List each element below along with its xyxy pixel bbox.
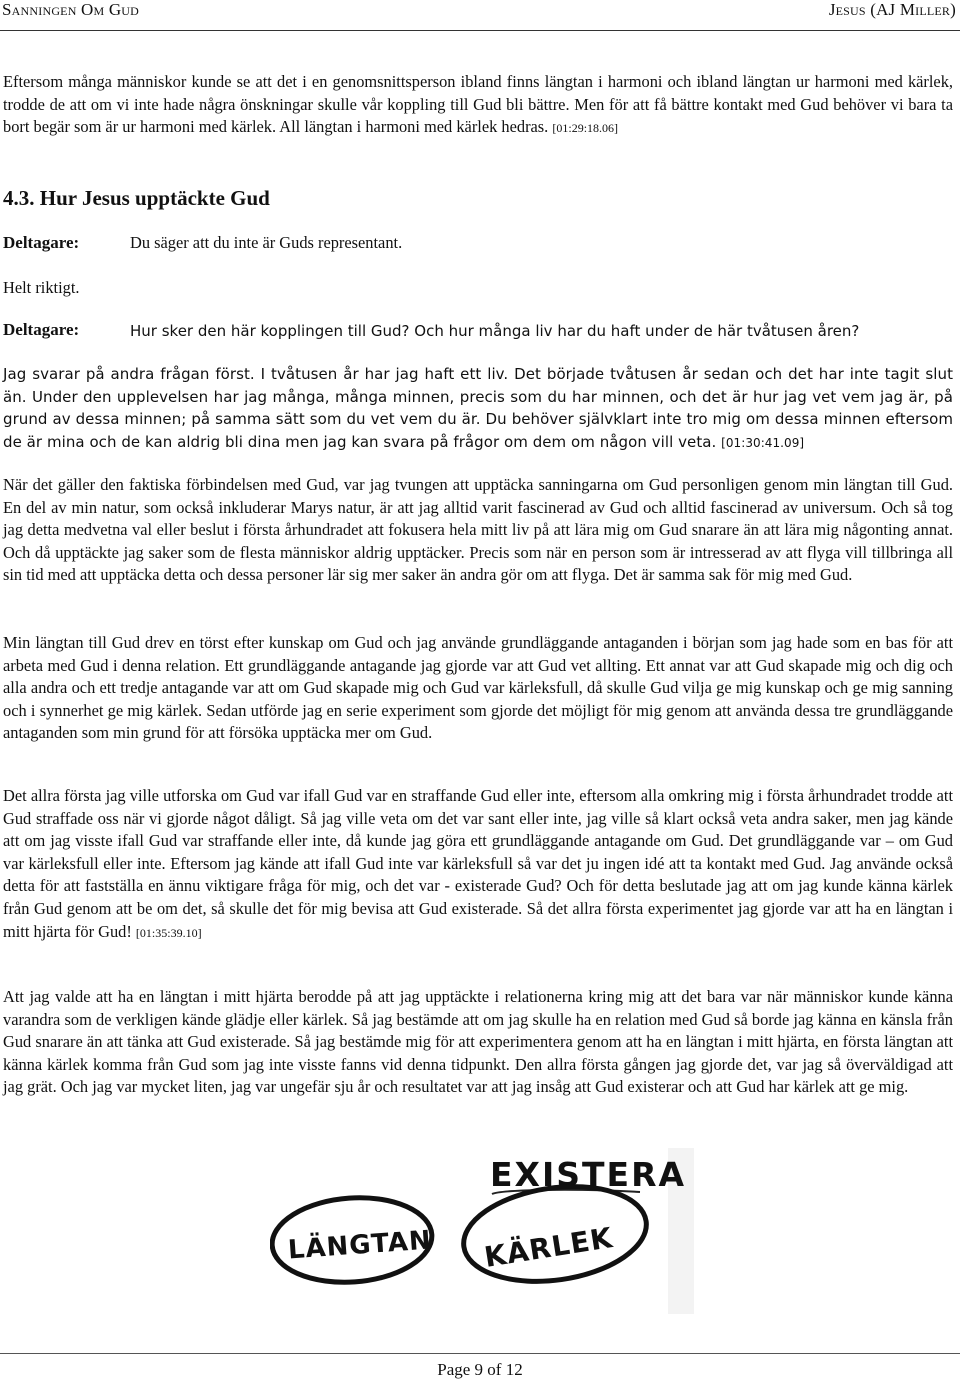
intro-text: Eftersom många människor kunde se att det i en genomsnittsperson ibland finns längtan i harmoni och ibland längtan ur harmoni med kärlek, trodde de att om vi inte hade några önskningar skulle vår koppling till Gud bli bättre. Men för att få bättre kontakt med Gud behöver vi bara ta bort begär som är ur harmoni med kärlek. All längtan i harmoni med kärlek hedras.: [3, 72, 953, 137]
dialogue-question: Hur sker den här kopplingen till Gud? Och hur många liv har du haft under de här tvåtusen åren?: [130, 322, 860, 340]
word-langtan: LÄNGTAN: [286, 1225, 433, 1266]
paragraph-text: Det allra första jag ville utforska om Gud var ifall Gud var en straffande Gud eller inte, eftersom alla omkring mig i första århundradet trodde att Gud straffade oss när vi gjorde något dåligt. Så jag ville veta om det var sant eller inte, jag ville så klart också veta andra saker, men jag kände att om jag visste ifall Gud var straffande eller inte, då kunde jag göra ett grundläggande antagande om Gud. Det grundläggande var – om Gud var kärleksfull eller inte. Eftersom jag kände att ifall Gud inte var kärleksfull så var det ju ingen idé att ta kontakt med Gud. Jag använde också detta för att fastställa en ännu viktigare fråga för mig, och det var - existerade Gud? Och för detta beslutade jag att om jag kunde känna kärlek från Gud genom att be om det, så skulle det för mig bevisa att Gud existerade. Så det allra första experimentet jag gjorde var att ha en längtan i mitt hjärta för Gud!: [3, 786, 953, 941]
body-paragraph: [3, 632, 953, 745]
paragraph-text: Min längtan till Gud drev en törst efter kunskap om Gud och jag använde grundläggande antaganden i början som jag hade som en bas för att arbeta med Gud i denna relation. Ett grundläggande antagande jag gjorde var att Gud vet allting. Ett annat var att Gud skapade mig och dig och alla andra och ett tredje antagande var att om Gud skapade mig och Gud var kärleksfull, då skulle Gud vilja ge mig kunskap och ge mig sanning och i synnerhet ge mig kärlek. Sedan utförde jag en serie experiment som gjorde det möjligt för mig genom att använda dessa tre grundläggande antaganden som min grund för att försöka upptäcka mer om Gud.: [3, 633, 953, 743]
section-heading: 4.3. Hur Jesus upptäckte Gud: [3, 186, 270, 210]
word-karlek: KÄRLEK: [482, 1221, 616, 1274]
dialogue-question: Du säger att du inte är Guds representant.: [130, 233, 403, 252]
paragraph-text: När det gäller den faktiska förbindelsen med Gud, var jag tvungen att upptäcka sanningarna om Gud personligen genom min längtan till Gud. En del av min natur, som också inkluderar Marys natur, är att jag alltid varit fascinerad av Gud och alltid fascinerad av universum. Och så tog jag detta medvetna val eller beslut i första århundradet att fokusera hela mitt liv på att lära mig om Gud snarare än att lära mig någonting annat. Och då upptäckte jag saker som de flesta människor aldrig upptäcker. Precis som när en person som är intresserad av att flyga vill tillbringa all sin tid med att upptäcka detta och dessa personer lär sig mer saker än andra gör om att flyga. Det är samma sak för mig med Gud.: [3, 475, 953, 585]
paragraph-text: Jag svarar på andra frågan först. I tvåtusen år har jag haft ett liv. Det började tvåtusen år sedan och det har inte tagit slut än. Under den upplevelsen har jag många, många minnen, precis som du har minnen, och det är hur jag vet vem jag är, på grund av dessa minnen; på samma sätt som du vet vem du är. Du behöver självklart inte tro mig om dessa minnen eftersom de är mina och de kan aldrig bli dina men jag kan svara på frågor om dem om någon vill veta.: [3, 365, 953, 451]
dialogue-speaker-label: Deltagare:: [3, 320, 80, 339]
intro-timestamp: [01:29:18.06]: [552, 121, 619, 136]
paragraph-timestamp: [01:35:39.10]: [135, 925, 202, 940]
page-number: Page 9 of 12: [437, 1360, 523, 1379]
body-paragraph: [3, 785, 953, 944]
intro-paragraph: [3, 71, 953, 140]
concept-illustration: [270, 1148, 700, 1316]
header-author: Jesus (AJ Miller): [828, 0, 956, 19]
body-paragraph: [3, 363, 953, 454]
body-paragraph: [3, 474, 953, 587]
word-existera: EXISTERA: [490, 1155, 687, 1194]
header-divider: [0, 30, 960, 31]
header-document-title: Sanningen Om Gud: [2, 0, 140, 19]
paragraph-timestamp: [01:30:41.09]: [721, 435, 805, 450]
body-paragraph: [3, 986, 953, 1099]
footer-divider: [0, 1353, 960, 1354]
page-header: [0, 0, 960, 22]
paragraph-text: Att jag valde att ha en längtan i mitt hjärta berodde på att jag upptäckte i relationerna kring mig att det bara var när människor kunde känna varandra som de verkligen kände glädje eller kärlek. Så jag bestämde att om jag skulle ha en relation med Gud så borde jag känna en känsla från Gud snarare än att tänka att Gud existerade. Så jag bestämde mig för att experimentera genom att ha en längtan i mitt hjärta, en första längtan att känna kärlek komma från Gud som jag inte visste fanns vid denna tidpunkt. Den allra första gången jag gjorde det, var jag så överväldigad att jag grät. Och jag var mycket liten, jag var ungefär sju år och resultatet var att jag insåg att Gud existerar och att Gud har kärlek att ge mig.: [3, 987, 953, 1097]
dialogue-answer: Helt riktigt.: [3, 278, 80, 297]
dialogue-speaker-label: Deltagare:: [3, 233, 80, 252]
